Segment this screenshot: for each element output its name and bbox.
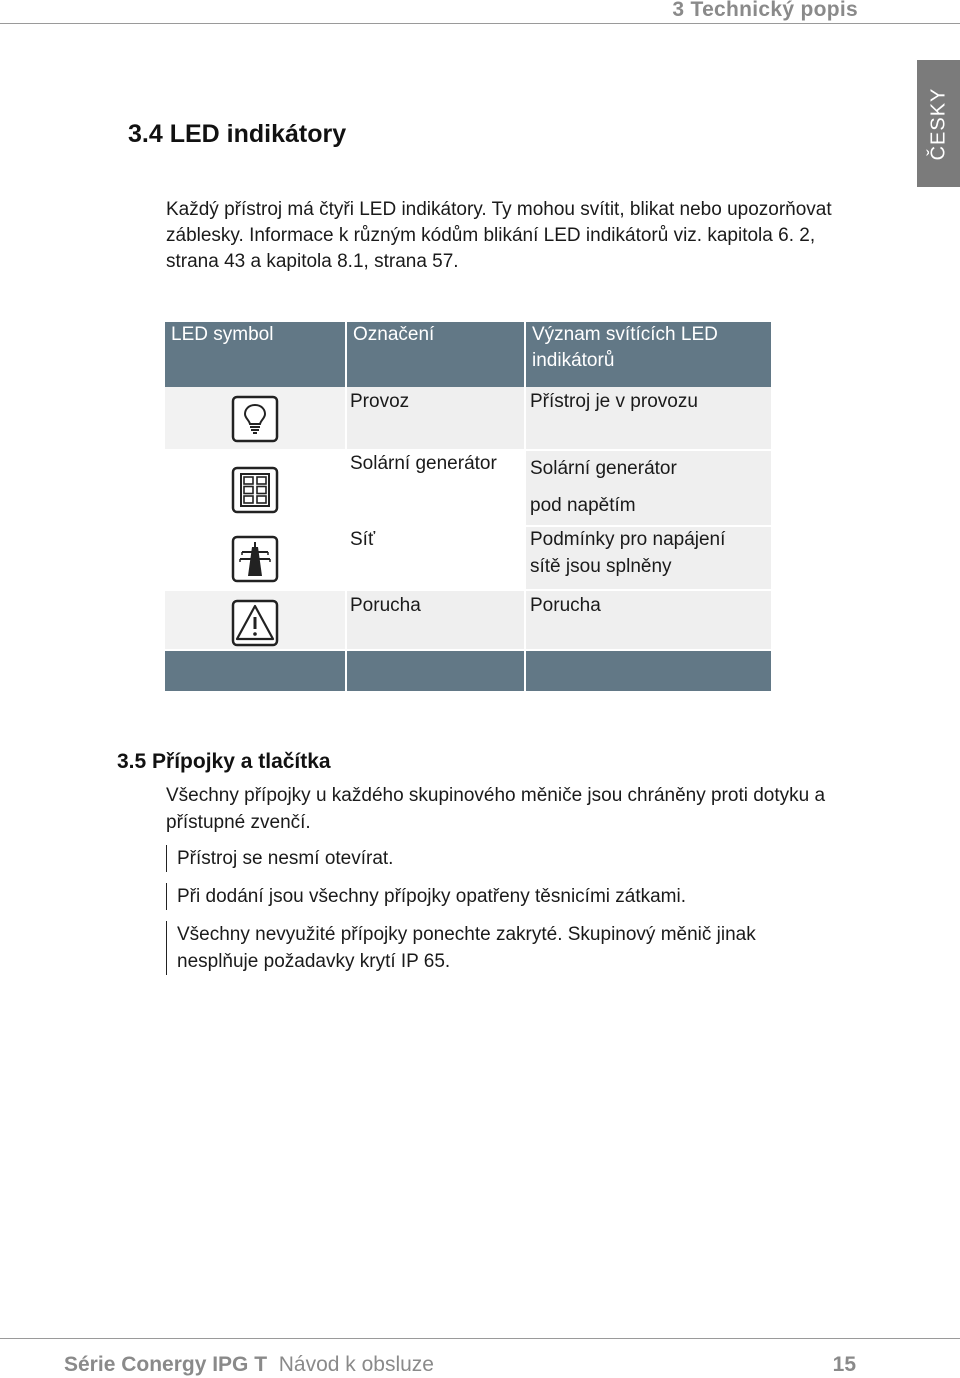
intro-paragraph: Každý přístroj má čtyři LED indikátory. Ty mohou svítit, blikat nebo upozorňovat záblesky. Informace k různým kódům blikání LED indikátorů viz. kapitola 6. 2, strana 43 a kapitola 8.1, strana 57. [166, 199, 832, 272]
lightbulb-icon [231, 395, 279, 443]
row-solar-name: Solární generátor [350, 453, 497, 474]
row-provoz-name: Provoz [350, 391, 410, 412]
chapter-title: 3 Technický popis [672, 0, 858, 21]
warning-triangle-icon [231, 599, 279, 647]
row-solar-meaning: Solární generátor pod napětím [530, 458, 677, 516]
footer-series: Série Conergy IPG T [64, 1353, 268, 1376]
header-designation: Označení [353, 324, 435, 345]
table-header-cell [165, 322, 345, 387]
subsection-title: 3.5 Přípojky a tlačítka [117, 750, 331, 773]
footer-text [64, 1353, 434, 1377]
page-number: 15 [832, 1353, 856, 1376]
header-divider [0, 23, 960, 24]
bullet-item: Přístroj se nesmí otevírat. [166, 845, 867, 872]
solar-panel-icon [231, 466, 279, 514]
language-tab-label: ČESKY [927, 87, 949, 160]
footer-divider [0, 1338, 960, 1339]
section-title: 3.4 LED indikátory [128, 120, 347, 148]
row-fault-name: Porucha [350, 595, 421, 616]
row-grid-name: Síť [350, 529, 376, 550]
table-footer-cell [347, 651, 524, 691]
connections-paragraph: Všechny přípojky u každého skupinového měniče jsou chráněny proti dotyku a přístupné zvenčí. [166, 785, 826, 833]
row-provoz-meaning: Přístroj je v provozu [530, 391, 698, 412]
row-fault-meaning: Porucha [530, 595, 601, 616]
power-pylon-icon [231, 535, 279, 583]
bullet-item: Všechny nevyužité přípojky ponechte zakryté. Skupinový měnič jinak nesplňuje požadavky krytí IP 65. [166, 921, 817, 975]
bullet-item: Při dodání jsou všechny přípojky opatřeny těsnicími zátkami. [166, 883, 867, 910]
table-footer-cell [165, 651, 345, 691]
footer-manual: Návod k obsluze [278, 1353, 434, 1376]
table-header-cell [347, 322, 524, 387]
led-table [165, 322, 771, 691]
table-footer-cell [526, 651, 771, 691]
header-led-symbol: LED symbol [171, 324, 274, 345]
row-grid-meaning: Podmínky pro napájení sítě jsou splněny [530, 529, 726, 577]
header-meaning: Význam svítících LED indikátorů [532, 324, 718, 371]
table-header-cell [526, 322, 771, 387]
language-tab [917, 60, 960, 187]
